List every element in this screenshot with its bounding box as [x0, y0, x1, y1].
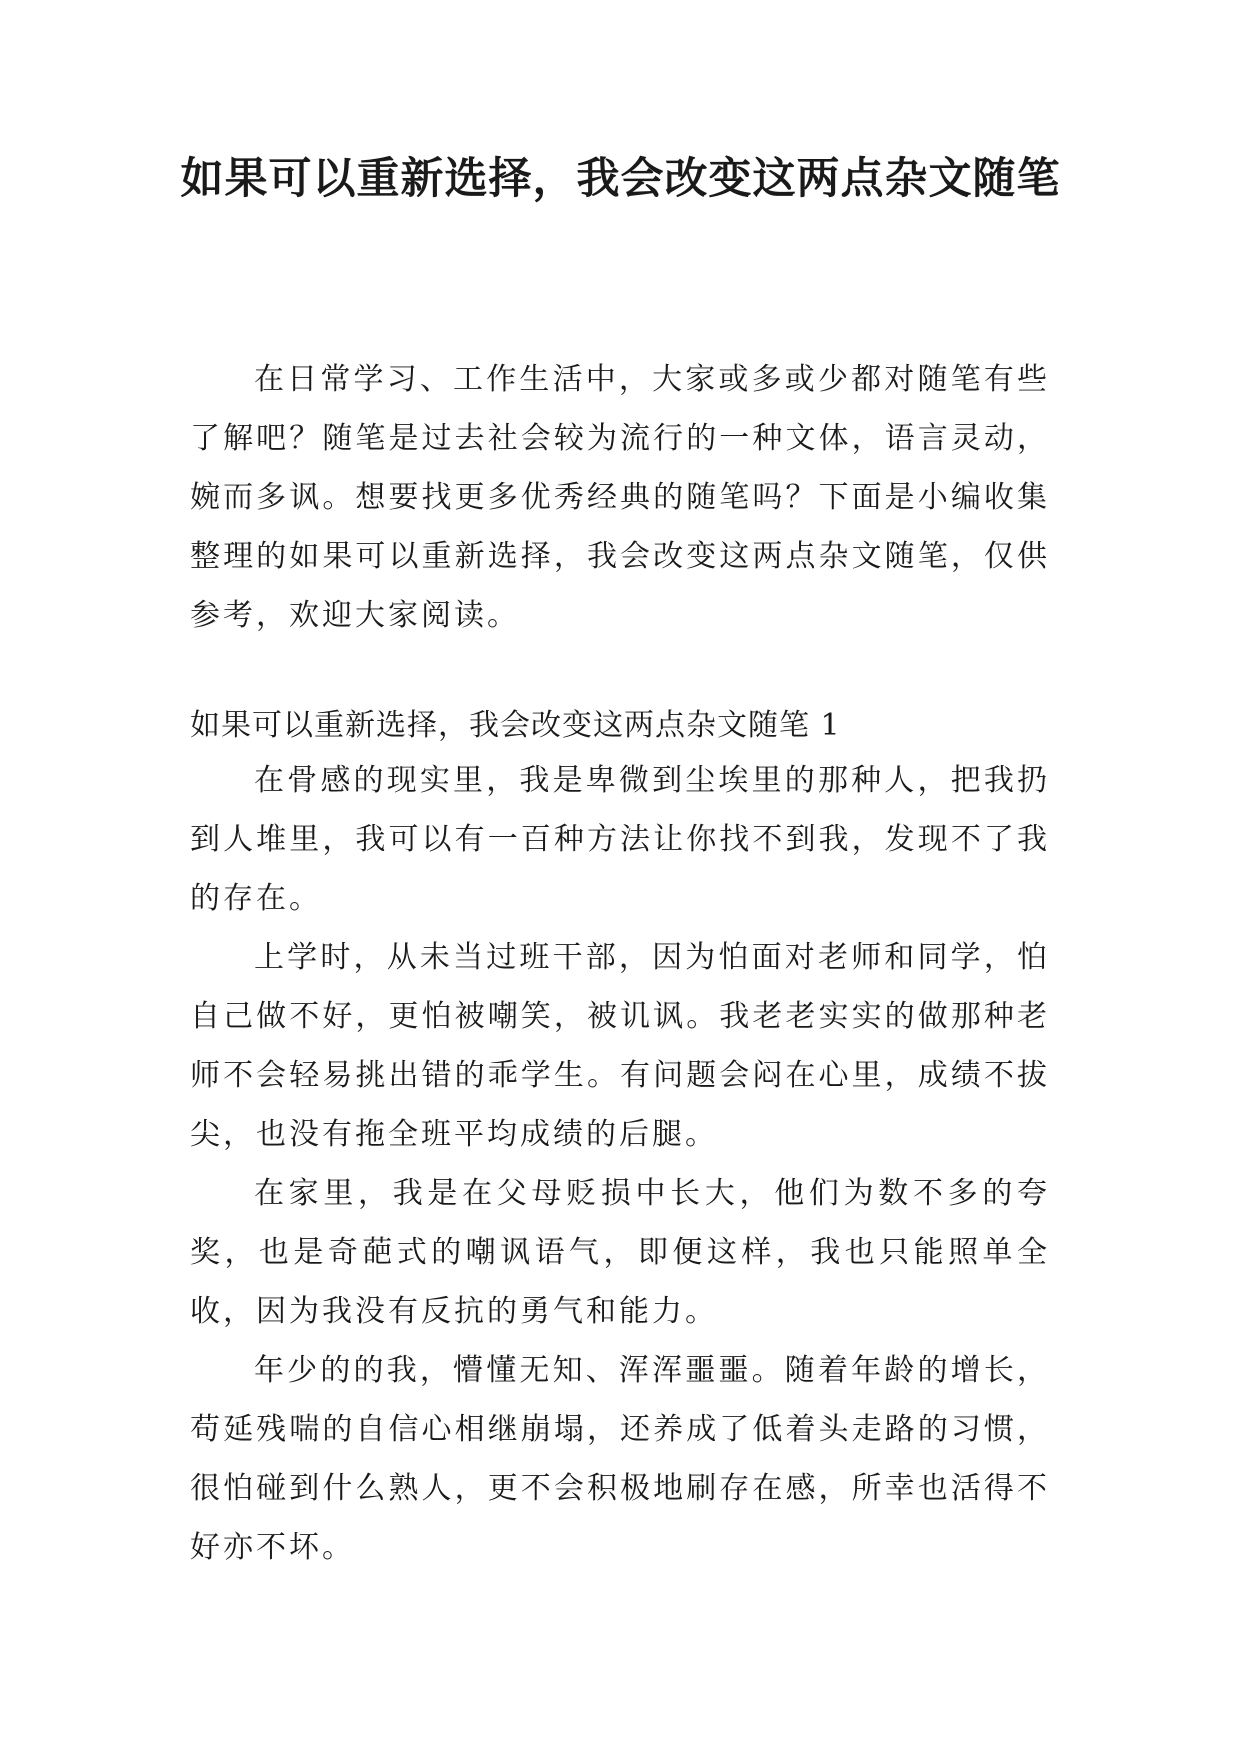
section-heading: 如果可以重新选择，我会改变这两点杂文随笔 1 [190, 708, 841, 743]
body-paragraph-4: 年少的的我，懵懂无知、浑浑噩噩。随着年龄的增长，苟延残喘的自信心相继崩塌，还养成了低着头走路的习惯，很怕碰到什么熟人，更不会积极地刷存在感，所幸也活得不好亦不坏。 [190, 1353, 1050, 1565]
body-paragraph-1: 在骨感的现实里，我是卑微到尘埃里的那种人，把我扔到人堆里，我可以有一百种方法让你找不到我，发现不了我的存在。 [190, 763, 1050, 916]
body-paragraph-2: 上学时，从未当过班干部，因为怕面对老师和同学，怕自己做不好，更怕被嘲笑，被讥讽。我老老实实的做那种老师不会轻易挑出错的乖学生。有问题会闷在心里，成绩不拔尖，也没有拖全班平均成绩的后腿。 [190, 940, 1050, 1152]
intro-paragraph: 在日常学习、工作生活中，大家或多或少都对随笔有些了解吧？随笔是过去社会较为流行的一种文体，语言灵动，婉而多讽。想要找更多优秀经典的随笔吗？下面是小编收集整理的如果可以重新选择，我会改变这两点杂文随笔，仅供参考，欢迎大家阅读。 [190, 362, 1050, 633]
document-title: 如果可以重新选择，我会改变这两点杂文随笔 [180, 154, 1061, 204]
body-paragraph-3: 在家里，我是在父母贬损中长大，他们为数不多的夸奖，也是奇葩式的嘲讽语气，即便这样，我也只能照单全收，因为我没有反抗的勇气和能力。 [190, 1176, 1050, 1329]
